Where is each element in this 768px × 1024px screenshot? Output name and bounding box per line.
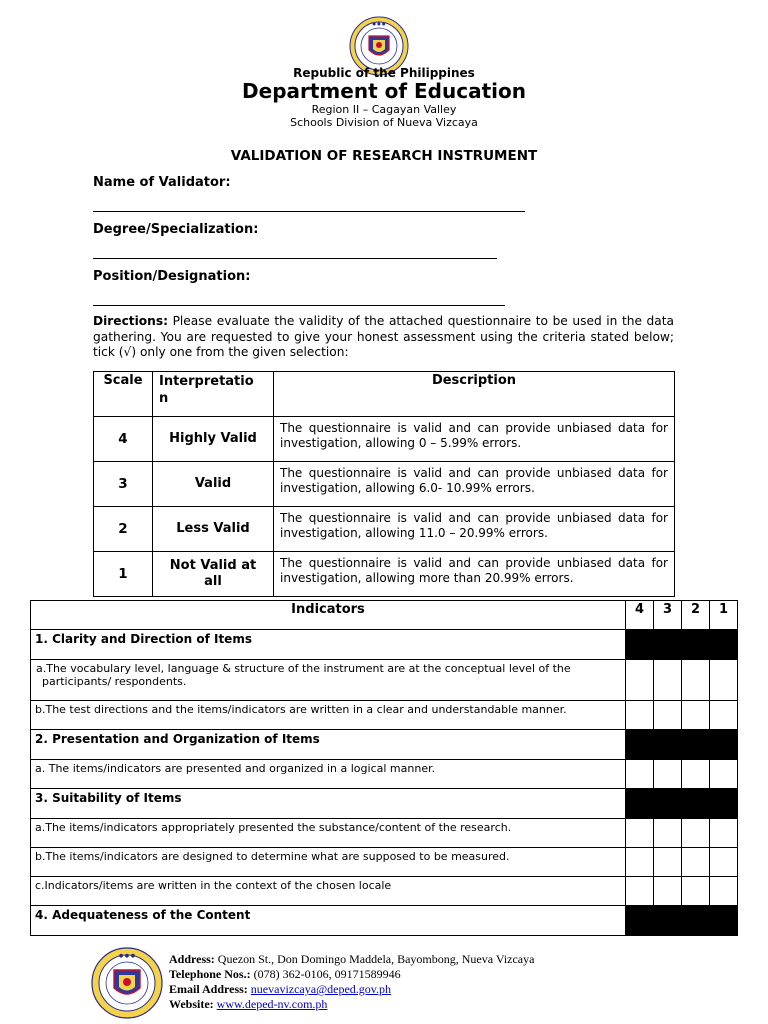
interpretation-header: Interpretatio n: [153, 372, 274, 417]
website-link[interactable]: www.deped-nv.com.ph: [216, 997, 328, 1011]
position-designation-line[interactable]: [93, 305, 505, 306]
shaded-cell: [682, 630, 710, 660]
section-title-adequateness: 4. Adequateness of the Content: [31, 906, 626, 936]
position-designation-label: Position/Designation:: [93, 269, 251, 284]
deped-seal-footer-logo: [91, 947, 163, 1019]
indicator-row: [31, 819, 738, 848]
indicator-text: a.The items/indicators appropriately presented the substance/content of the research.: [31, 819, 626, 848]
scale-value: 3: [94, 462, 153, 507]
shaded-cell: [710, 630, 738, 660]
rating-column-4: 4: [626, 601, 654, 630]
rating-cell-4[interactable]: [626, 877, 654, 906]
indicator-row: [31, 660, 738, 701]
rating-cell-4[interactable]: [626, 819, 654, 848]
scale-row: [94, 462, 675, 507]
shaded-cell: [654, 906, 682, 936]
scale-description: The questionnaire is valid and can provide unbiased data for investigation, allowing more than 20.99% errors.: [274, 552, 675, 597]
indicator-text: b.The test directions and the items/indicators are written in a clear and understandable manner.: [31, 701, 626, 730]
indicator-text: b.The items/indicators are designed to determine what are supposed to be measured.: [31, 848, 626, 877]
indicator-text: a.The vocabulary level, language & structure of the instrument are at the conceptual level of the participants/ respondents.: [31, 660, 626, 701]
telephone-label: Telephone Nos.:: [169, 967, 251, 981]
directions-label: Directions:: [93, 314, 168, 328]
svg-text:● ● ●: ● ● ●: [372, 21, 386, 26]
scale-value: 4: [94, 417, 153, 462]
address-label: Address:: [169, 952, 215, 966]
email-link[interactable]: nuevavizcaya@deped.gov.ph: [250, 982, 392, 996]
validator-name-line[interactable]: [93, 211, 525, 212]
validator-name-label: Name of Validator:: [93, 175, 231, 190]
footer-email-line: [169, 982, 534, 997]
rating-cell-1[interactable]: [710, 877, 738, 906]
rating-cell-2[interactable]: [682, 819, 710, 848]
scale-interpretation: Not Valid at all: [153, 552, 274, 597]
rating-cell-4[interactable]: [626, 760, 654, 789]
shaded-cell: [710, 730, 738, 760]
rating-cell-3[interactable]: [654, 701, 682, 730]
degree-specialization-label: Degree/Specialization:: [93, 222, 259, 237]
rating-cell-1[interactable]: [710, 701, 738, 730]
rating-cell-3[interactable]: [654, 760, 682, 789]
department-heading: Department of Education: [242, 79, 526, 103]
scale-row: [94, 507, 675, 552]
section-title-presentation: 2. Presentation and Organization of Items: [31, 730, 626, 760]
rating-cell-3[interactable]: [654, 848, 682, 877]
indicators-header-row: [31, 601, 738, 630]
section-row: [31, 789, 738, 819]
address-value: Quezon St., Don Domingo Maddela, Bayombong, Nueva Vizcaya: [214, 952, 535, 966]
rating-cell-4[interactable]: [626, 848, 654, 877]
scale-value: 2: [94, 507, 153, 552]
section-row: [31, 906, 738, 936]
indicator-text: a. The items/indicators are presented and organized in a logical manner.: [31, 760, 626, 789]
footer-website-line: [169, 997, 534, 1012]
rating-cell-4[interactable]: [626, 701, 654, 730]
indicators-header: Indicators: [31, 601, 626, 630]
rating-cell-1[interactable]: [710, 660, 738, 701]
rating-cell-2[interactable]: [682, 848, 710, 877]
scale-description: The questionnaire is valid and can provide unbiased data for investigation, allowing 6.0- 10.99% errors.: [274, 462, 675, 507]
indicator-row: [31, 760, 738, 789]
section-row: [31, 630, 738, 660]
indicator-text: c.Indicators/items are written in the context of the chosen locale: [31, 877, 626, 906]
degree-specialization-line[interactable]: [93, 258, 497, 259]
footer-address-line: [169, 952, 534, 967]
rating-cell-2[interactable]: [682, 877, 710, 906]
rating-column-2: 2: [682, 601, 710, 630]
division-text: Schools Division of Nueva Vizcaya: [290, 116, 478, 129]
rating-cell-1[interactable]: [710, 760, 738, 789]
shaded-cell: [654, 630, 682, 660]
rating-cell-1[interactable]: [710, 848, 738, 877]
shaded-cell: [710, 789, 738, 819]
shaded-cell: [682, 789, 710, 819]
directions-text: Please evaluate the validity of the attached questionnaire to be used in the data gathering. You are requested to give your honest assessment using the criteria stated below; tick (√) only one from the given selection:: [93, 314, 674, 359]
rating-cell-3[interactable]: [654, 877, 682, 906]
rating-cell-4[interactable]: [626, 660, 654, 701]
rating-column-3: 3: [654, 601, 682, 630]
scale-value: 1: [94, 552, 153, 597]
indicator-row: [31, 877, 738, 906]
rating-cell-2[interactable]: [682, 660, 710, 701]
shaded-cell: [626, 630, 654, 660]
shaded-cell: [682, 906, 710, 936]
footer-telephone-line: [169, 967, 534, 982]
region-text: Region II – Cagayan Valley: [311, 103, 457, 116]
shaded-cell: [654, 789, 682, 819]
shaded-cell: [626, 906, 654, 936]
shaded-cell: [710, 906, 738, 936]
telephone-value: (078) 362-0106, 09171589946: [250, 967, 401, 981]
website-label: Website:: [169, 997, 214, 1011]
description-header: Description: [274, 372, 675, 417]
footer-contact-block: [169, 952, 534, 1012]
indicator-row: [31, 701, 738, 730]
section-title-clarity: 1. Clarity and Direction of Items: [31, 630, 626, 660]
indicators-table: [30, 600, 738, 936]
indicator-row: [31, 848, 738, 877]
scale-description: The questionnaire is valid and can provide unbiased data for investigation, allowing 11.0 – 20.99% errors.: [274, 507, 675, 552]
scale-row: [94, 552, 675, 597]
scale-row: [94, 417, 675, 462]
scale-table: [93, 371, 675, 597]
form-title: VALIDATION OF RESEARCH INSTRUMENT: [230, 148, 538, 164]
rating-cell-2[interactable]: [682, 760, 710, 789]
scale-interpretation: Valid: [153, 462, 274, 507]
section-row: [31, 730, 738, 760]
scale-interpretation: Highly Valid: [153, 417, 274, 462]
rating-cell-2[interactable]: [682, 701, 710, 730]
scale-description: The questionnaire is valid and can provide unbiased data for investigation, allowing 0 – 5.99% errors.: [274, 417, 675, 462]
shaded-cell: [682, 730, 710, 760]
directions-paragraph: [93, 314, 674, 361]
section-title-suitability: 3. Suitability of Items: [31, 789, 626, 819]
rating-cell-3[interactable]: [654, 660, 682, 701]
scale-header: Scale: [94, 372, 153, 417]
shaded-cell: [654, 730, 682, 760]
scale-table-header-row: [94, 372, 675, 417]
rating-column-1: 1: [710, 601, 738, 630]
republic-heading: Republic of the Philippines: [293, 66, 475, 80]
email-label: Email Address:: [169, 982, 248, 996]
rating-cell-3[interactable]: [654, 819, 682, 848]
scale-interpretation: Less Valid: [153, 507, 274, 552]
rating-cell-1[interactable]: [710, 819, 738, 848]
shaded-cell: [626, 730, 654, 760]
shaded-cell: [626, 789, 654, 819]
svg-text:● ● ●: ● ● ●: [118, 953, 136, 959]
